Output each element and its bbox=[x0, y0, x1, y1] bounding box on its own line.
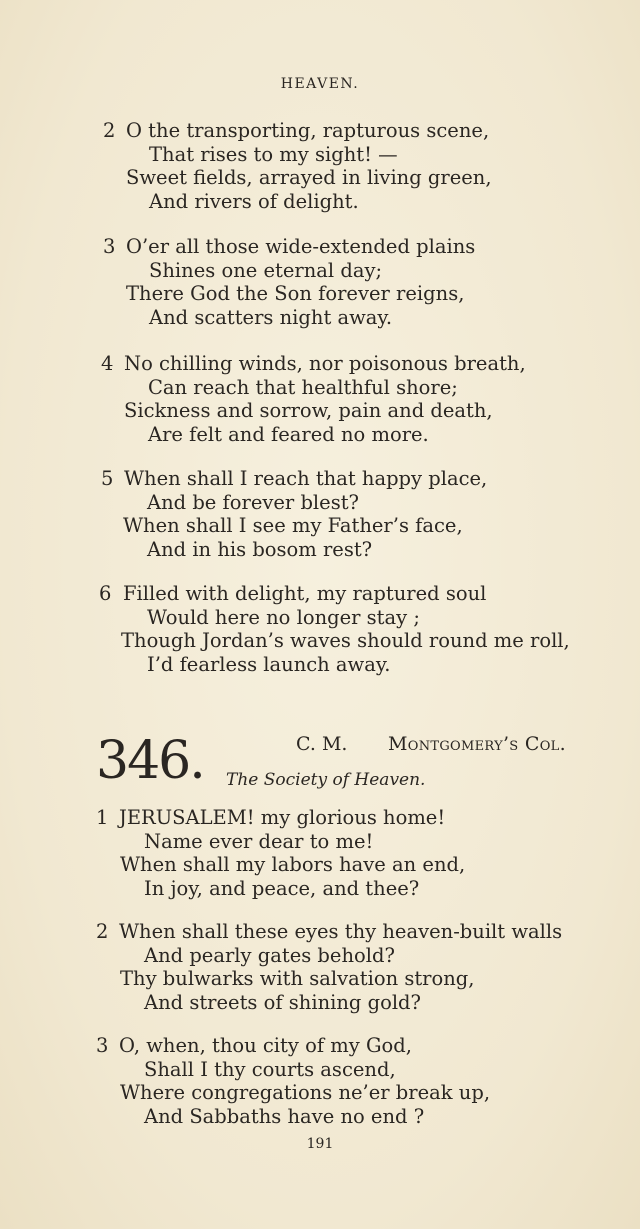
verse-line: Shines one eternal day; bbox=[149, 258, 383, 282]
stanza-line bbox=[0, 376, 640, 400]
stanza-line bbox=[0, 967, 640, 991]
stanza-number: 3 bbox=[96, 1034, 109, 1057]
stanza-number: 2 bbox=[96, 920, 109, 943]
stanza-line bbox=[0, 514, 640, 538]
stanza-line bbox=[0, 877, 640, 901]
stanza-number: 2 bbox=[103, 119, 116, 142]
stanza-line bbox=[0, 582, 640, 606]
stanza-line bbox=[0, 806, 640, 830]
verse-line: Filled with delight, my raptured soul bbox=[123, 582, 487, 605]
verse-line: And pearly gates behold? bbox=[144, 943, 395, 967]
stanza-line bbox=[0, 306, 640, 330]
verse-line: There God the Son forever reigns, bbox=[126, 282, 465, 305]
hymn-title: The Society of Heaven. bbox=[226, 770, 426, 790]
stanza-line bbox=[0, 991, 640, 1015]
stanza bbox=[0, 1034, 640, 1128]
verse-line: And in his bosom rest? bbox=[147, 537, 373, 561]
stanza-line bbox=[0, 119, 640, 143]
stanza bbox=[0, 920, 640, 1014]
stanza-line bbox=[0, 920, 640, 944]
verse-line: When shall I see my Father’s face, bbox=[123, 514, 463, 537]
stanza-line bbox=[0, 853, 640, 877]
verse-line: O’er all those wide-extended plains bbox=[126, 235, 476, 258]
stanza bbox=[0, 235, 640, 329]
verse-line: Shall I thy courts ascend, bbox=[144, 1057, 396, 1081]
verse-line: In joy, and peace, and thee? bbox=[144, 876, 420, 900]
verse-line: Though Jordan’s waves should round me roll, bbox=[121, 629, 570, 652]
stanza-line bbox=[0, 352, 640, 376]
stanza bbox=[0, 582, 640, 676]
verse-line: Are felt and feared no more. bbox=[148, 422, 429, 446]
running-head: HEAVEN. bbox=[280, 76, 360, 92]
verse-line: And Sabbaths have no end ? bbox=[144, 1104, 425, 1128]
hymn-source: Montgomery’s Col. bbox=[388, 733, 566, 755]
stanza bbox=[0, 119, 640, 213]
stanza-line bbox=[0, 282, 640, 306]
stanza-line bbox=[0, 190, 640, 214]
verse-line: And rivers of delight. bbox=[149, 189, 359, 213]
stanza-line bbox=[0, 467, 640, 491]
verse-line: When shall I reach that happy place, bbox=[124, 467, 488, 490]
stanza-line bbox=[0, 143, 640, 167]
verse-line: Sweet fields, arrayed in living green, bbox=[126, 166, 492, 189]
page-number: 191 bbox=[306, 1136, 334, 1152]
verse-line: O, when, thou city of my God, bbox=[119, 1034, 412, 1057]
verse-line: Would here no longer stay ; bbox=[147, 605, 420, 629]
stanza bbox=[0, 352, 640, 446]
verse-line: Sickness and sorrow, pain and death, bbox=[124, 399, 493, 422]
stanza-line bbox=[0, 235, 640, 259]
verse-line: And be forever blest? bbox=[147, 490, 359, 514]
stanza-number: 6 bbox=[99, 582, 112, 605]
hymn-number: 346. bbox=[96, 731, 204, 791]
verse-line: And scatters night away. bbox=[149, 305, 393, 329]
verse-line: That rises to my sight! — bbox=[149, 142, 398, 166]
stanza-line bbox=[0, 629, 640, 653]
stanza-line bbox=[0, 1105, 640, 1129]
verse-line: Name ever dear to me! bbox=[144, 829, 374, 853]
stanza bbox=[0, 806, 640, 900]
stanza-number: 3 bbox=[103, 235, 116, 258]
stanza-line bbox=[0, 399, 640, 423]
stanza-line bbox=[0, 606, 640, 630]
verse-line: No chilling winds, nor poisonous breath, bbox=[124, 352, 526, 375]
stanza-number: 4 bbox=[101, 352, 114, 375]
stanza-line bbox=[0, 538, 640, 562]
stanza-line bbox=[0, 830, 640, 854]
stanza-line bbox=[0, 944, 640, 968]
stanza-line bbox=[0, 423, 640, 447]
hymn-meter: C. M. bbox=[296, 733, 348, 755]
stanza-line bbox=[0, 166, 640, 190]
verse-line: Where congregations ne’er break up, bbox=[120, 1081, 491, 1104]
verse-line: And streets of shining gold? bbox=[144, 990, 421, 1014]
stanza-line bbox=[0, 1058, 640, 1082]
verse-line: When shall these eyes thy heaven-built walls bbox=[119, 920, 563, 943]
stanza-line bbox=[0, 1034, 640, 1058]
verse-line: I’d fearless launch away. bbox=[147, 652, 391, 676]
stanza bbox=[0, 467, 640, 561]
stanza-line bbox=[0, 653, 640, 677]
stanza-number: 1 bbox=[96, 806, 109, 829]
stanza-line bbox=[0, 259, 640, 283]
stanza-line bbox=[0, 1081, 640, 1105]
verse-line: Can reach that healthful shore; bbox=[148, 375, 458, 399]
verse-line: O the transporting, rapturous scene, bbox=[126, 119, 490, 142]
verse-line: Thy bulwarks with salvation strong, bbox=[120, 967, 475, 990]
verse-line: When shall my labors have an end, bbox=[120, 853, 466, 876]
verse-line: JERUSALEM! my glorious home! bbox=[119, 806, 446, 829]
stanza-line bbox=[0, 491, 640, 515]
stanza-number: 5 bbox=[101, 467, 114, 490]
